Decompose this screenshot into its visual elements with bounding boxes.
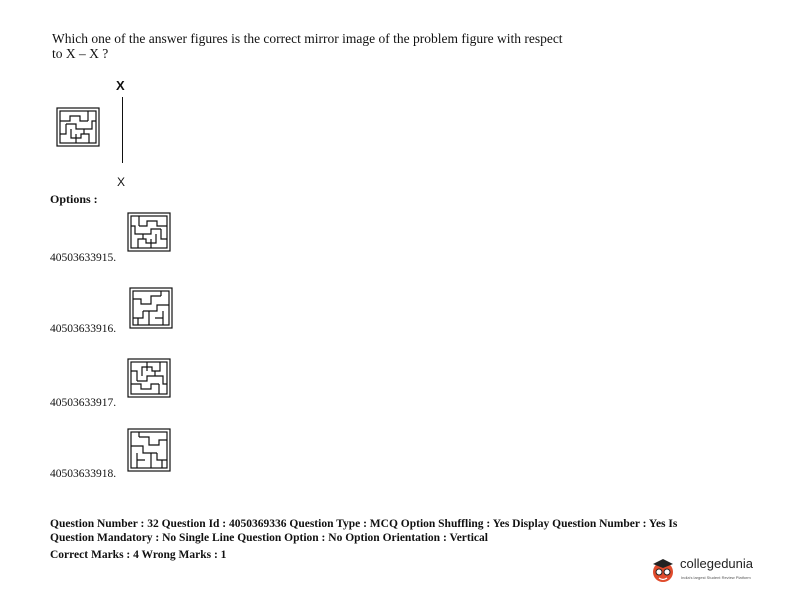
- options-heading: Options :: [50, 192, 98, 206]
- option-3-id[interactable]: 40503633917.: [50, 397, 117, 409]
- option-2-figure[interactable]: [129, 287, 173, 329]
- question-line-1: Which one of the answer figures is the correct mirror image of the problem figure with respect: [52, 31, 563, 46]
- logo-wordmark: collegedunia: [680, 556, 754, 571]
- logo-tagline: India's largest Student Review Platform: [681, 575, 751, 580]
- option-1-figure[interactable]: [127, 212, 171, 252]
- question-text: [52, 31, 612, 61]
- option-1-id[interactable]: 40503633915.: [50, 252, 117, 264]
- axis-label-top: X: [116, 78, 125, 93]
- option-4-figure[interactable]: [127, 428, 171, 472]
- question-line-2: to X – X ?: [52, 46, 109, 61]
- problem-figure: [56, 107, 100, 147]
- question-metadata: [50, 517, 750, 562]
- metadata-line-2: Question Mandatory : No Single Line Question Option : No Option Orientation : Vertical: [50, 532, 488, 544]
- option-3-figure[interactable]: [127, 358, 171, 398]
- metadata-line-1: Question Number : 32 Question Id : 4050369336 Question Type : MCQ Option Shuffling : Yes Display Question Number : Yes Is: [50, 518, 678, 530]
- option-2-id[interactable]: 40503633916.: [50, 323, 117, 335]
- collegedunia-logo: [650, 553, 770, 589]
- option-4-id[interactable]: 40503633918.: [50, 468, 117, 480]
- mascot-icon: [650, 556, 676, 584]
- mirror-axis-line: [122, 97, 123, 163]
- marks-line: Correct Marks : 4 Wrong Marks : 1: [50, 549, 227, 561]
- axis-label-bottom: X: [117, 175, 126, 189]
